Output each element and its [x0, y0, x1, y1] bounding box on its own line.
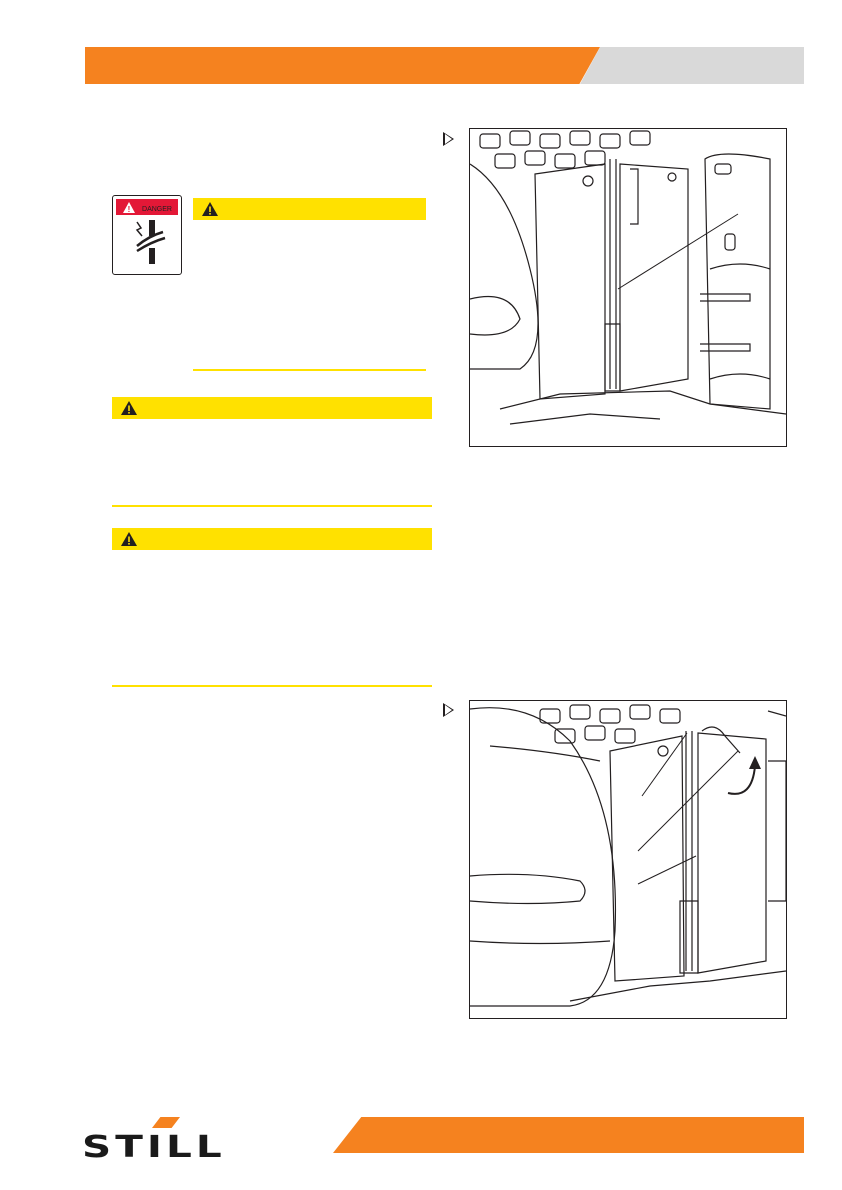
danger-signal-word: DANGER: [142, 206, 172, 213]
warning-end-rule-3: [112, 685, 432, 687]
warning-triangle-icon: [120, 400, 138, 416]
electric-shock-danger-icon: [113, 196, 181, 274]
brand-logo: STILL: [82, 1130, 226, 1165]
warning-end-rule-2: [112, 505, 432, 507]
battery-compartment-illustration-1: [470, 129, 786, 446]
brand-logo-accent: [152, 1117, 180, 1128]
warning-bar-1: [193, 198, 426, 220]
warning-triangle-icon: [120, 531, 138, 547]
warning-bar-2: [112, 397, 432, 419]
arrow-marker-icon: [443, 703, 454, 717]
warning-end-rule-1: [193, 369, 426, 371]
figure-battery-compartment-1: [469, 128, 787, 447]
svg-text:!: !: [127, 205, 131, 214]
header-grey-band: [580, 47, 804, 84]
warning-triangle-icon: [201, 201, 219, 217]
figure-battery-compartment-2: [469, 700, 787, 1019]
warning-bar-3: [112, 528, 432, 550]
arrow-marker-icon: [443, 132, 454, 146]
header-orange-band: [85, 47, 600, 84]
battery-compartment-illustration-2: [470, 701, 786, 1018]
danger-safety-label: [112, 195, 182, 275]
footer-orange-band: [333, 1117, 804, 1153]
